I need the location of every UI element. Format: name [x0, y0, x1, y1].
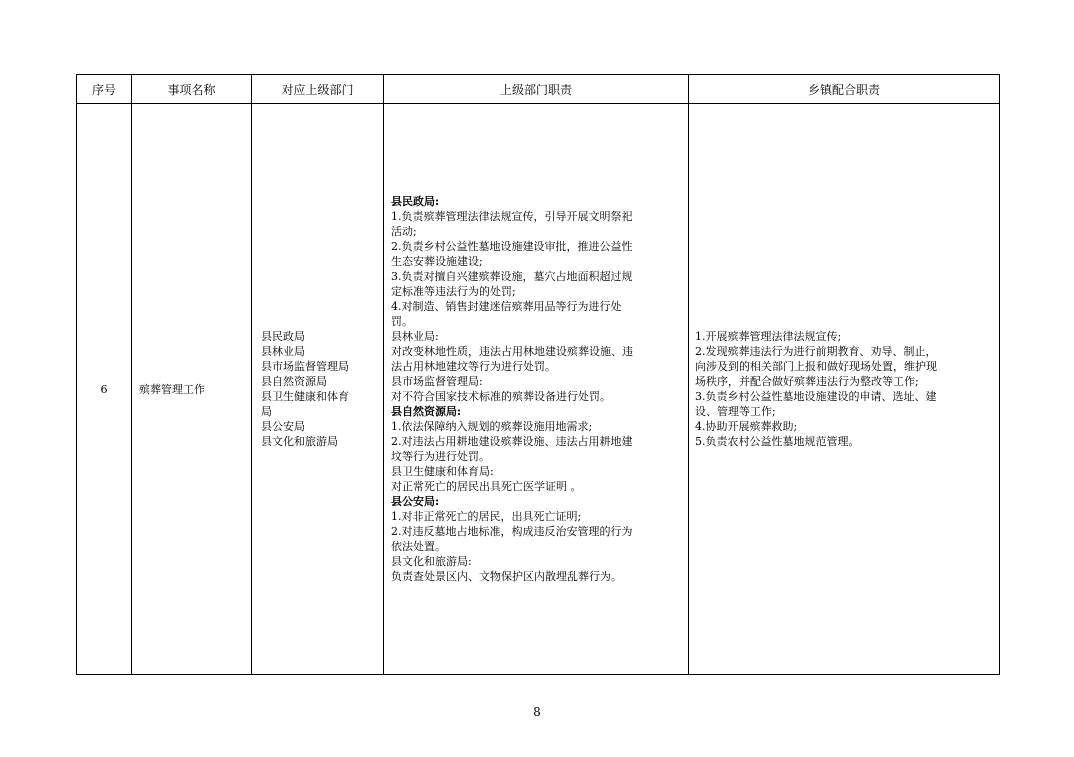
row-item-name: 殡葬管理工作 — [132, 104, 252, 675]
duty-line: 活动; — [391, 225, 417, 238]
township-duty-line: 2.发现殡葬违法行为进行前期教育、劝导、制止， — [695, 345, 937, 358]
header-item-name: 事项名称 — [132, 75, 252, 104]
duty-line: 定标准等违法行为的处罚; — [391, 285, 516, 298]
department-line: 县公安局 — [261, 420, 305, 433]
duty-line: 2.对违反墓地占地标准，构成违反治安管理的行为 — [391, 525, 633, 538]
department-line: 局 — [261, 405, 272, 418]
duty-line: 县民政局: — [391, 195, 440, 208]
row-department-duties — [384, 104, 689, 675]
department-line: 县卫生健康和体育 — [261, 390, 349, 403]
department-line: 县市场监督管理局 — [261, 360, 349, 373]
header-department: 对应上级部门 — [252, 75, 384, 104]
duty-line: 1.负责殡葬管理法律法规宣传，引导开展文明祭祀 — [391, 210, 633, 223]
township-duty-line: 5.负责农村公益性墓地规范管理。 — [695, 435, 860, 448]
department-line: 县文化和旅游局 — [261, 435, 338, 448]
duty-line: 3.负责对擅自兴建殡葬设施，墓穴占地面积超过规 — [391, 270, 633, 283]
duty-line: 县市场监督管理局: — [391, 375, 483, 388]
duty-line: 法占用林地建坟等行为进行处罚。 — [391, 360, 556, 373]
duty-line: 2.负责乡村公益性墓地设施建设审批，推进公益性 — [391, 240, 633, 253]
duty-line: 县林业局: — [391, 330, 439, 343]
duty-line: 县自然资源局: — [391, 405, 462, 418]
duty-line: 县文化和旅游局: — [391, 555, 472, 568]
township-duty-line: 4.协助开展殡葬救助; — [695, 420, 798, 433]
duty-line: 对改变林地性质，违法占用林地建设殡葬设施、违 — [391, 345, 633, 358]
row-index: 6 — [77, 104, 132, 675]
duty-line: 4.对制造、销售封建迷信殡葬用品等行为进行处 — [391, 300, 622, 313]
duty-line: 罚。 — [391, 315, 413, 328]
page-number: 8 — [533, 705, 541, 719]
duty-line: 对正常死亡的居民出具死亡医学证明 。 — [391, 480, 582, 493]
header-department-duty: 上级部门职责 — [384, 75, 689, 104]
duty-line: 坟等行为进行处罚。 — [391, 450, 490, 463]
header-index: 序号 — [77, 75, 132, 104]
township-duty-line: 1.开展殡葬管理法律法规宣传; — [695, 330, 842, 343]
department-line: 县自然资源局 — [261, 375, 327, 388]
township-duty-line: 场秩序，并配合做好殡葬违法行为整改等工作; — [695, 375, 919, 388]
duty-line: 2.对违法占用耕地建设殡葬设施、违法占用耕地建 — [391, 435, 633, 448]
duty-line: 对不符合国家技术标准的殡葬设备进行处罚。 — [391, 390, 611, 403]
duty-line: 1.依法保障纳入规划的殡葬设施用地需求; — [391, 420, 593, 433]
table-header-row — [77, 75, 1000, 104]
duty-line: 依法处置。 — [391, 540, 446, 553]
township-duty-line: 设、管理等工作; — [695, 405, 776, 418]
duty-line: 县公安局: — [391, 495, 440, 508]
duty-table — [76, 74, 1000, 675]
header-township-duty: 乡镇配合职责 — [689, 75, 1000, 104]
table-row — [77, 104, 1000, 675]
department-line: 县林业局 — [261, 345, 305, 358]
township-duty-line: 3.负责乡村公益性墓地设施建设的申请、选址、建 — [695, 390, 937, 403]
duty-line: 县卫生健康和体育局: — [391, 465, 494, 478]
duty-line: 1.对非正常死亡的居民，出具死亡证明; — [391, 510, 582, 523]
duty-line: 负责查处景区内、文物保护区内散埋乱葬行为。 — [391, 570, 622, 583]
duty-line: 生态安葬设施建设; — [391, 255, 483, 268]
township-duty-line: 向涉及到的相关部门上报和做好现场处置，维护现 — [695, 360, 937, 373]
row-township-duties — [689, 104, 1000, 675]
department-line: 县民政局 — [261, 330, 305, 343]
row-departments — [252, 104, 384, 675]
